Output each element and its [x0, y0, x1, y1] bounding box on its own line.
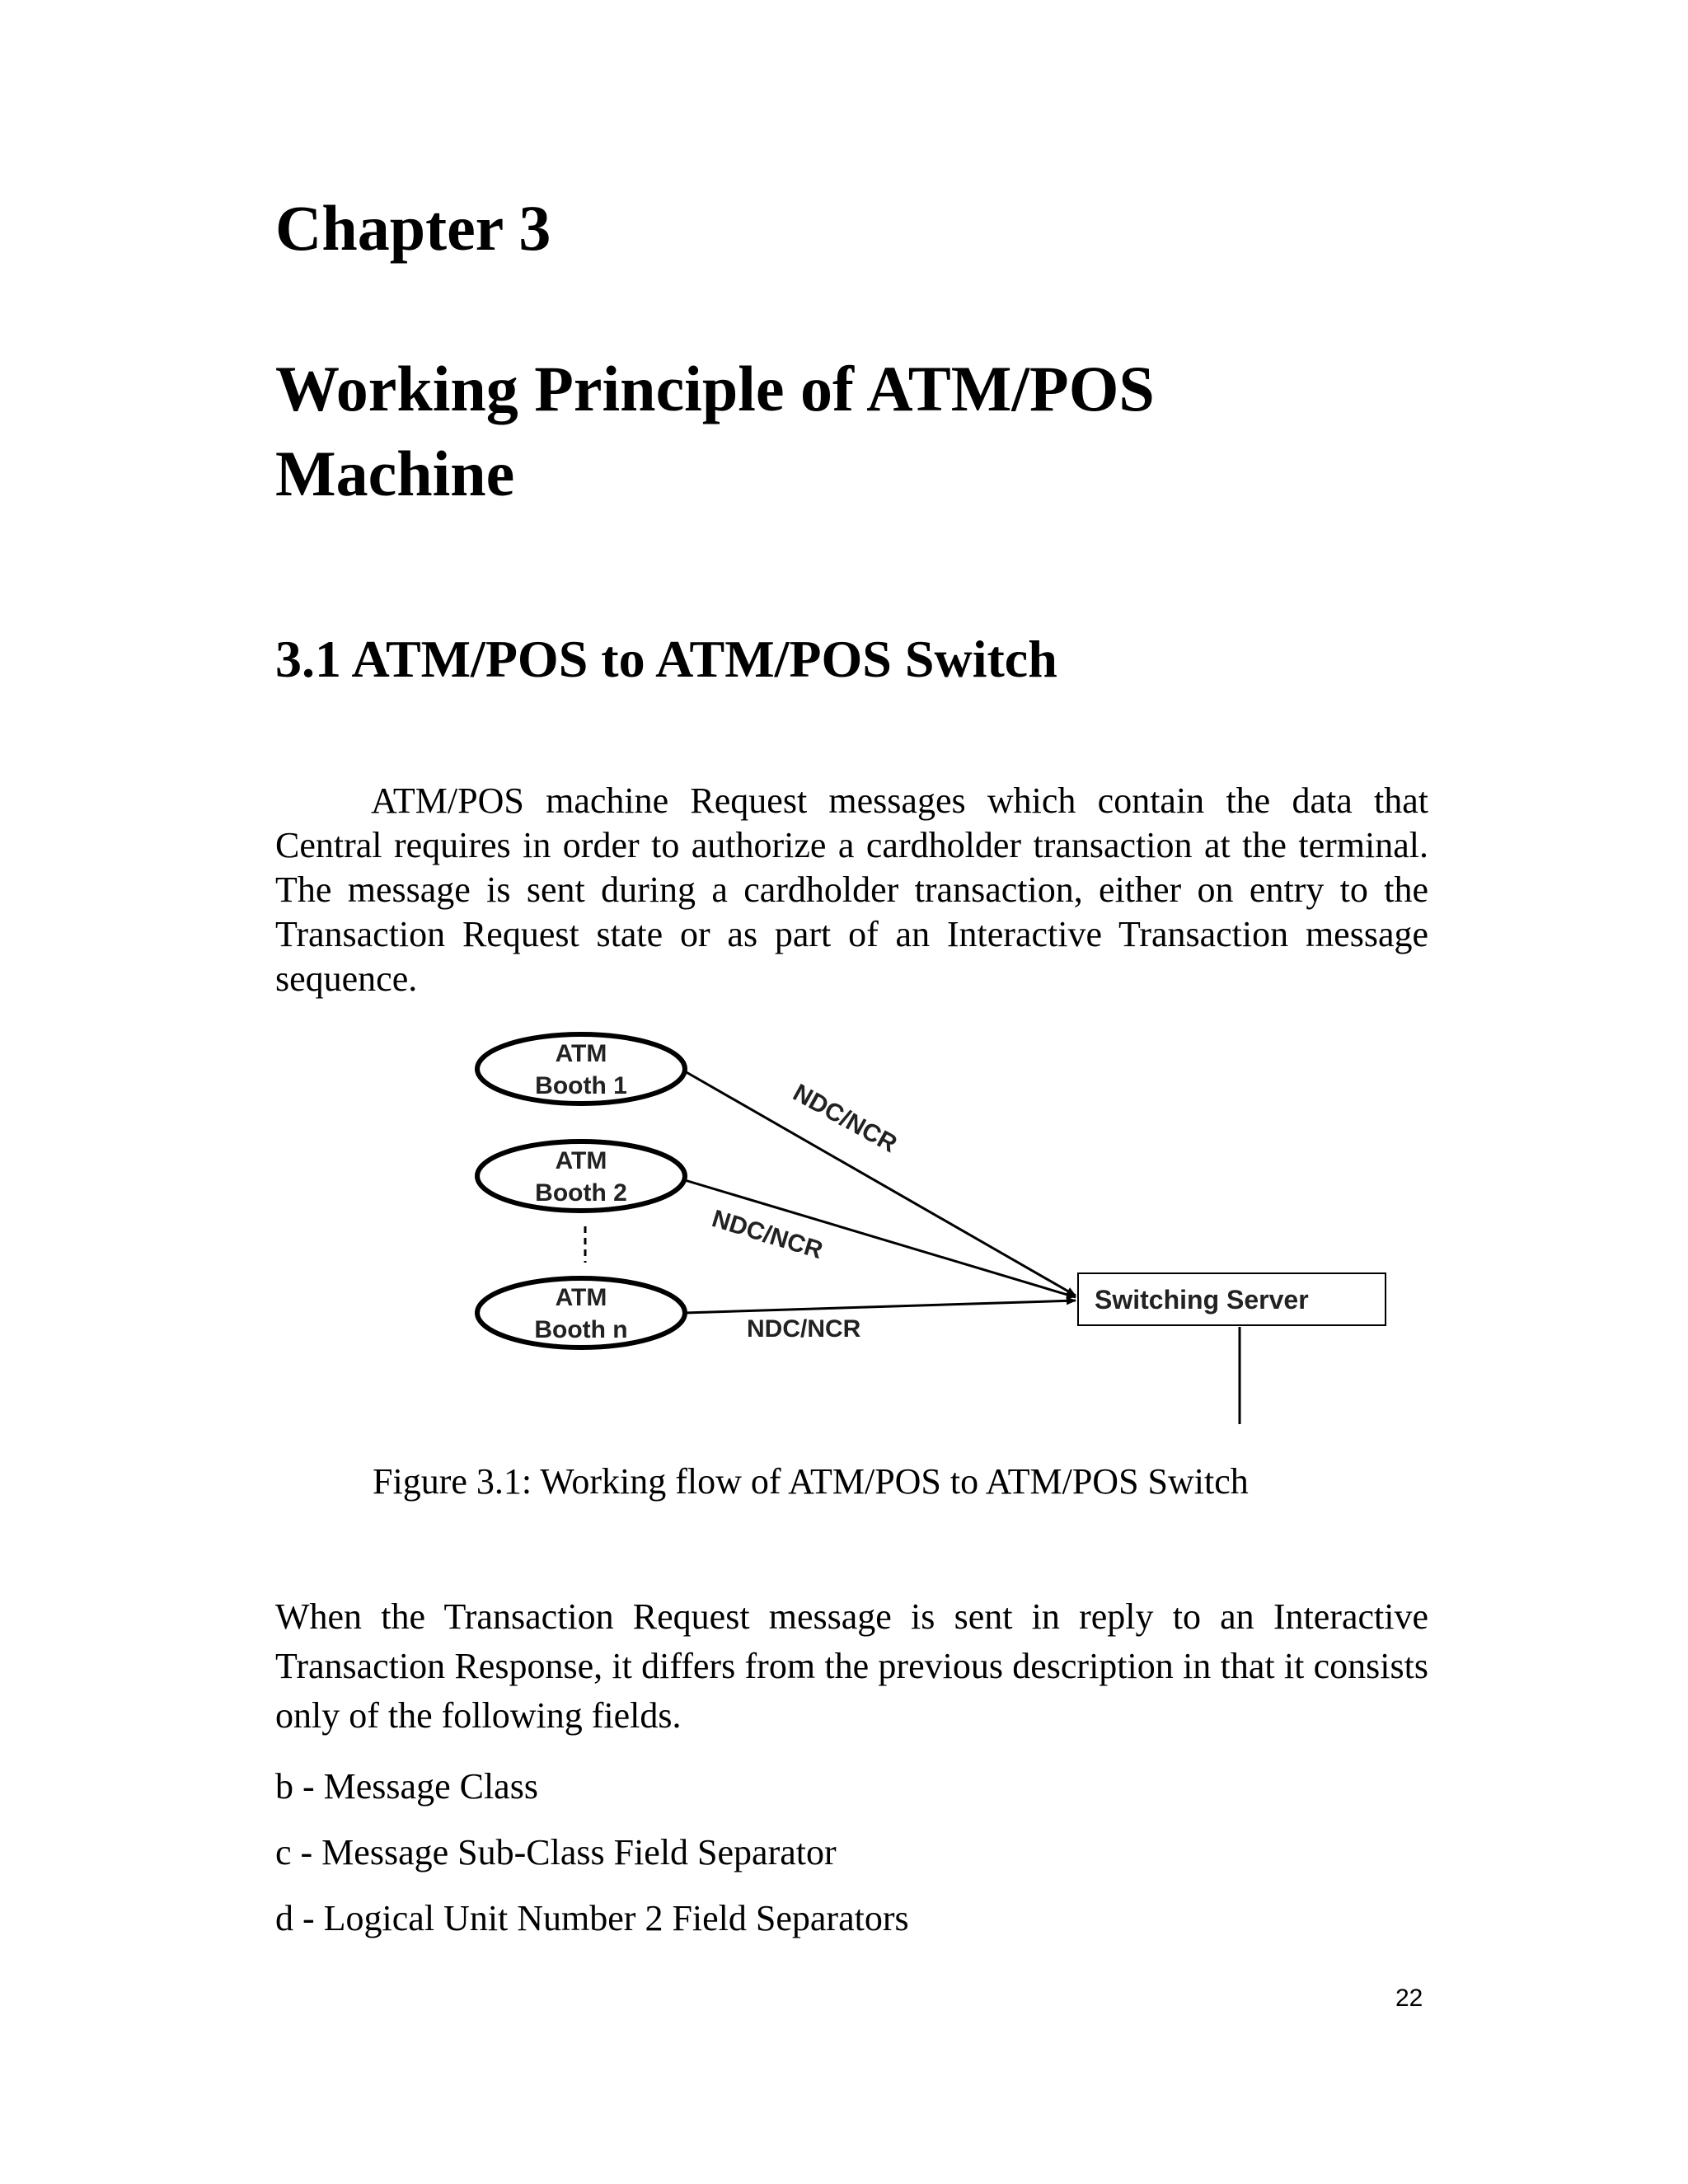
atm-booth-n-label-line-1: ATM	[555, 1284, 607, 1311]
page-number: 22	[1395, 1985, 1423, 2012]
link-booth-n-to-server	[685, 1301, 1076, 1313]
chapter-title-line-1: Working Principle of ATM/POS	[275, 353, 1155, 424]
atm-booth-n-node	[477, 1278, 685, 1347]
link-2-label: NDC/NCR	[708, 1205, 826, 1265]
chapter-label: Chapter 3	[275, 192, 551, 264]
link-booth-1-to-server	[685, 1071, 1076, 1296]
list-item: b - Message Class	[275, 1766, 538, 1807]
atm-booth-1-node	[477, 1034, 685, 1104]
atm-booth-n-label-line-2: Booth n	[534, 1316, 628, 1343]
atm-booth-2-node	[477, 1141, 685, 1211]
switching-server-label: Switching Server	[1095, 1285, 1309, 1315]
body-paragraph: When the Transaction Request message is sent in reply to an Interactive Transaction Response, it differs from the previous description in that it consists only of the following fields.	[275, 1596, 1428, 1736]
atm-booth-2-label-line-2: Booth 2	[535, 1179, 627, 1207]
switching-server-node	[1078, 1273, 1386, 1325]
chapter-title-line-2: Machine	[275, 438, 515, 509]
list-item: c - Message Sub-Class Field Separator	[275, 1832, 837, 1872]
intro-paragraph: ATM/POS machine Request messages which contain the data that Central requires in order to authorize a cardholder transaction at the terminal. The message is sent during a cardholder transaction, either on entry to the Transaction Request state or as part of an Interactive Transaction message sequence.	[275, 780, 1428, 999]
list-item: d - Logical Unit Number 2 Field Separators	[275, 1898, 909, 1938]
figure-caption: Figure 3.1: Working flow of ATM/POS to ATM/POS Switch	[373, 1461, 1249, 1502]
section-heading: 3.1 ATM/POS to ATM/POS Switch	[275, 630, 1057, 688]
link-1-label: NDC/NCR	[788, 1079, 902, 1159]
atm-booth-1-label-line-1: ATM	[555, 1040, 607, 1067]
atm-booth-1-label-line-2: Booth 1	[535, 1072, 627, 1099]
link-3-label: NDC/NCR	[747, 1315, 861, 1343]
atm-booth-2-label-line-1: ATM	[555, 1147, 607, 1174]
